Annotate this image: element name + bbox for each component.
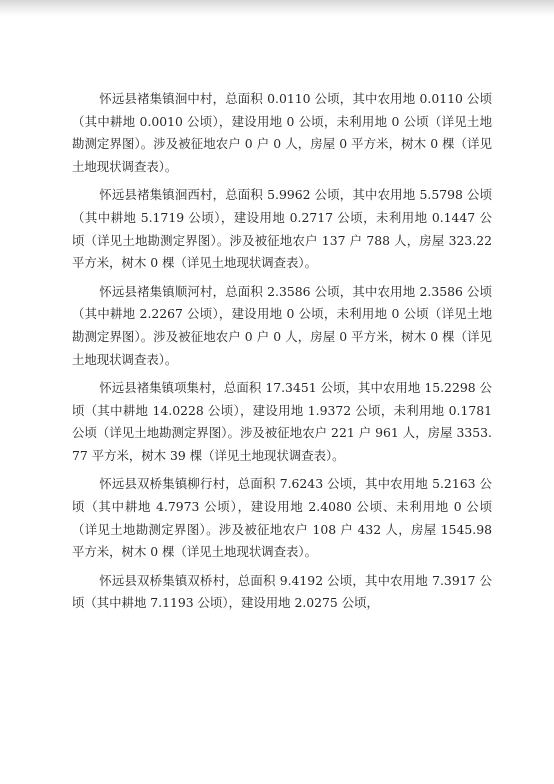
scan-edge-shadow [0, 0, 554, 16]
paragraph-shuangqiao-village: 怀远县双桥集镇双桥村，总面积 9.4192 公顷，其中农用地 7.3917 公顷（其中耕地 7.1193 公顷），建设用地 2.0275 公顷， [72, 572, 492, 611]
paragraph-huixi-village: 怀远县褚集镇洄西村，总面积 5.9962 公顷，其中农用地 5.5798 公顷（其中耕地 5.1719 公顷），建设用地 0.2717 公顷，未利用地 0.1447 公顷（详见土地勘测定界图）。涉及被征地农户 137 户 788 人，房屋 323.22 平方米，树木 0 棵（详见土地现状调查表）。 [72, 187, 492, 271]
paragraph-huizhong-village: 怀远县褚集镇洄中村，总面积 0.0110 公顷，其中农用地 0.0110 公顷（其中耕地 0.0010 公顷），建设用地 0 公顷，未利用地 0 公顷（详见土地勘测定界图）。涉及被征地农户 0 户 0 人，房屋 0 平方米，树木 0 棵（详见土地现状调查表）。 [72, 91, 492, 175]
paragraph-xiangji-village: 怀远县褚集镇项集村，总面积 17.3451 公顷，其中农用地 15.2298 公顷（其中耕地 14.0228 公顷），建设用地 1.9372 公顷，未利用地 0.1781 公顷（详见土地勘测定界图）。涉及被征地农户 221 户 961 人，房屋 3353.77 平方米，树木 39 棵（详见土地现状调查表）。 [72, 379, 492, 464]
document-body [72, 88, 492, 620]
paragraph-shunhe-village: 怀远县褚集镇顺河村，总面积 2.3586 公顷，其中农用地 2.3586 公顷（其中耕地 2.2267 公顷），建设用地 0 公顷，未利用地 0 公顷（详见土地勘测定界图）。涉及被征地农户 0 户 0 人，房屋 0 平方米，树木 0 棵（详见土地现状调查表）。 [72, 283, 492, 367]
paragraph-liuhang-village: 怀远县双桥集镇柳行村，总面积 7.6243 公顷，其中农用地 5.2163 公顷（其中耕地 4.7973 公顷），建设用地 2.4080 公顷、未利用地 0 公顷（详见土地勘测定界图）。涉及被征地农户 108 户 432 人，房屋 1545.98 平方米，树木 0 棵（详见土地现状调查表）。 [72, 476, 492, 560]
